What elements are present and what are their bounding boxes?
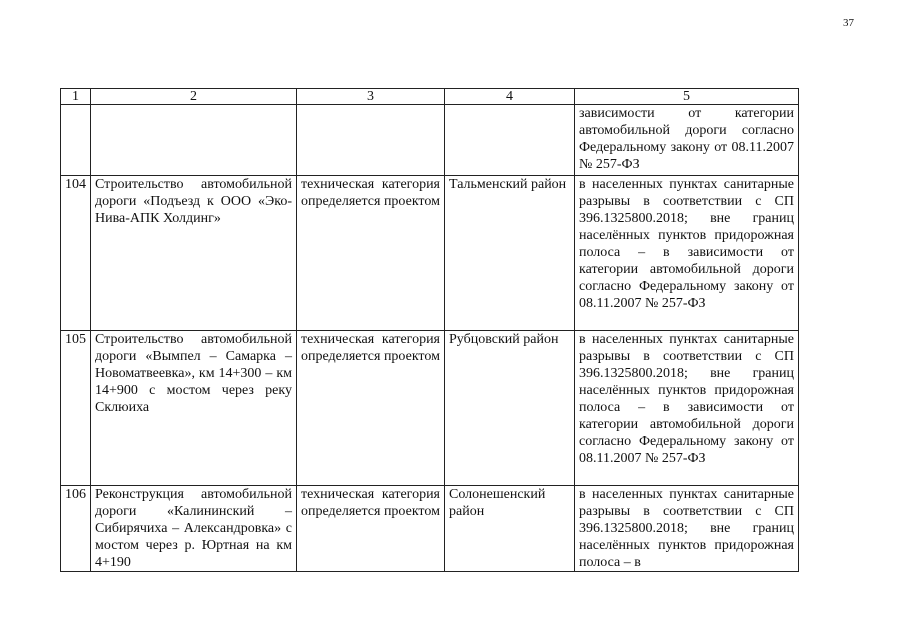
category-cell: техническая категория определяется проектом bbox=[297, 331, 445, 486]
table-row bbox=[61, 331, 799, 486]
object-cell: Строительство автомобильной дороги «Вымпел – Самарка – Новоматвеевка», км 14+300 – км 14+900 с мостом через реку Склюиха bbox=[91, 331, 297, 486]
continuation-row bbox=[61, 105, 799, 176]
document-table bbox=[60, 88, 799, 572]
header-col-5: 5 bbox=[575, 89, 799, 105]
page-number: 37 bbox=[843, 17, 854, 29]
continuation-cell-3 bbox=[297, 105, 445, 176]
header-row bbox=[61, 89, 799, 105]
row-number: 106 bbox=[61, 486, 91, 572]
district-cell: Солонешенский район bbox=[445, 486, 575, 572]
table-row bbox=[61, 176, 799, 331]
district-cell: Рубцовский район bbox=[445, 331, 575, 486]
zones-cell: в населенных пунктах санитарные разрывы в соответствии с СП 396.1325800.2018; вне границ населённых пунктов придорожная полоса – в зависимости от категории автомобильной дороги согласно Федеральному закону от 08.11.2007 № 257-ФЗ bbox=[575, 176, 799, 331]
row-number: 105 bbox=[61, 331, 91, 486]
header-col-3: 3 bbox=[297, 89, 445, 105]
header-col-1: 1 bbox=[61, 89, 91, 105]
continuation-zones-cell: зависимости от категории автомобильной дороги согласно Федеральному закону от 08.11.2007 № 257-ФЗ bbox=[575, 105, 799, 176]
district-cell: Тальменский район bbox=[445, 176, 575, 331]
header-col-4: 4 bbox=[445, 89, 575, 105]
zones-cell: в населенных пунктах санитарные разрывы в соответствии с СП 396.1325800.2018; вне границ населённых пунктов придорожная полоса – в bbox=[575, 486, 799, 572]
header-col-2: 2 bbox=[91, 89, 297, 105]
category-cell: техническая категория определяется проектом bbox=[297, 176, 445, 331]
continuation-cell-4 bbox=[445, 105, 575, 176]
table-row bbox=[61, 486, 799, 572]
object-cell: Строительство автомобильной дороги «Подъезд к ООО «Эко-Нива-АПК Холдинг» bbox=[91, 176, 297, 331]
continuation-cell-2 bbox=[91, 105, 297, 176]
zones-cell: в населенных пунктах санитарные разрывы в соответствии с СП 396.1325800.2018; вне границ населённых пунктов придорожная полоса – в зависимости от категории автомобильной дороги согласно Федеральному закону от 08.11.2007 № 257-ФЗ bbox=[575, 331, 799, 486]
row-number: 104 bbox=[61, 176, 91, 331]
continuation-cell-1 bbox=[61, 105, 91, 176]
object-cell: Реконструкция автомобильной дороги «Калининский – Сибирячиха – Александровка» с мостом через р. Юртная на км 4+190 bbox=[91, 486, 297, 572]
category-cell: техническая категория определяется проектом bbox=[297, 486, 445, 572]
